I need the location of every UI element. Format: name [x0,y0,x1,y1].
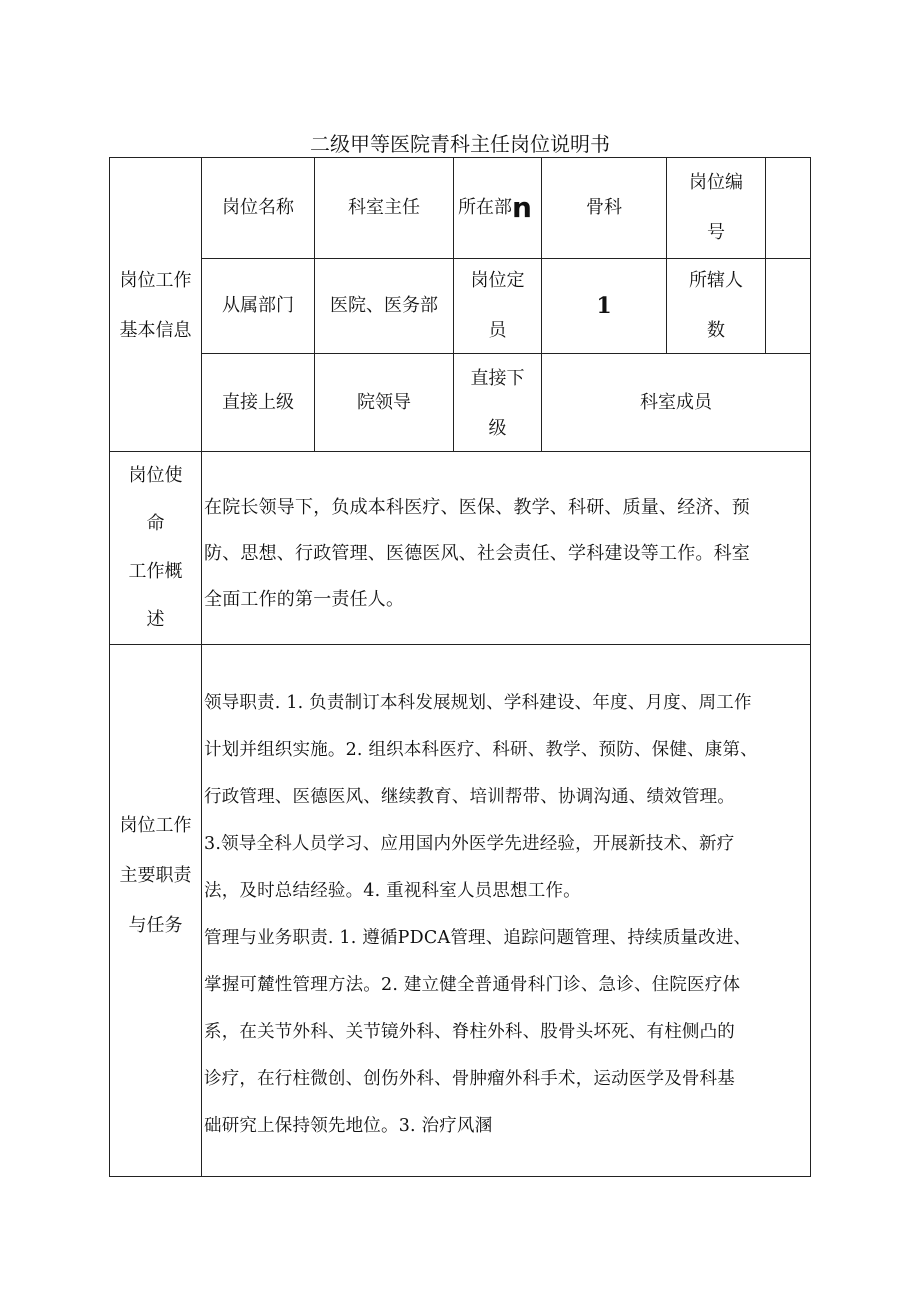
quota-value: 1 [596,293,612,319]
superior-value: 院领导 [357,391,411,413]
direct-sub-value: 科室成员 [640,391,712,413]
dept-value: 骨科 [586,197,622,218]
page-title: 二级甲等医院青科主任岗位说明书 [310,132,610,156]
dept-label: 所在部 n [458,191,532,224]
superior-label: 直接上级 [222,391,294,413]
subordinates-label: 所辖人 数 [689,270,743,341]
post-no-value [766,158,810,258]
post-name-label: 岗位名称 [222,197,294,218]
basic-info-section-label: 岗位工作 基本信息 [119,269,192,341]
post-no-label: 岗位编 号 [689,172,743,243]
subordinates-value [766,259,810,353]
belongs-value: 医院、医务部 [330,295,438,316]
duties-text: 领导职责. 1. 负责制订本科发展规划、学科建设、年度、月度、周工作 计划并组织实施。2. 组织本科医疗、科研、教学、预防、保健、康第、 行政管理、医德医风、继续教育、培训帮带、协调沟通、绩效管理。 3.领导全科人员学习、应用国内外医学先进经验，开展新技术、新疗 法，及时总结经验。4. 重视科室人员思想工作。 管理与业务职责. 1. 遵循PDCA管理、追踪问题管理、持续质量改进、 掌握可麓性管理方法。2. 建立健全普通骨科门诊、急诊、住院医疗体 系，在关节外科、关节镜外科、脊柱外科、股骨头坏死、有柱侧凸的 诊疗，在行柱微创、创伤外科、骨肿瘤外科手术，运动医学及骨科基 础研究上保持领先地位。3. 治疗风溷 [204,693,758,1136]
post-name-value: 科室主任 [348,197,420,218]
quota-label: 岗位定 员 [470,270,525,341]
mission-text: 在院长领导下，负成本科医疗、医保、教学、科研、质量、经济、预 防、思想、行政管理、医德医风、社会责任、学科建设等工作。科室 全面工作的第一责任人。 [204,497,750,610]
belongs-label: 从属部门 [222,295,294,316]
mission-label: 岗位使 命 工作概 述 [128,465,183,630]
duties-label: 岗位工作 主要职责 与任务 [119,814,192,936]
direct-sub-label: 直接下 级 [470,368,525,439]
